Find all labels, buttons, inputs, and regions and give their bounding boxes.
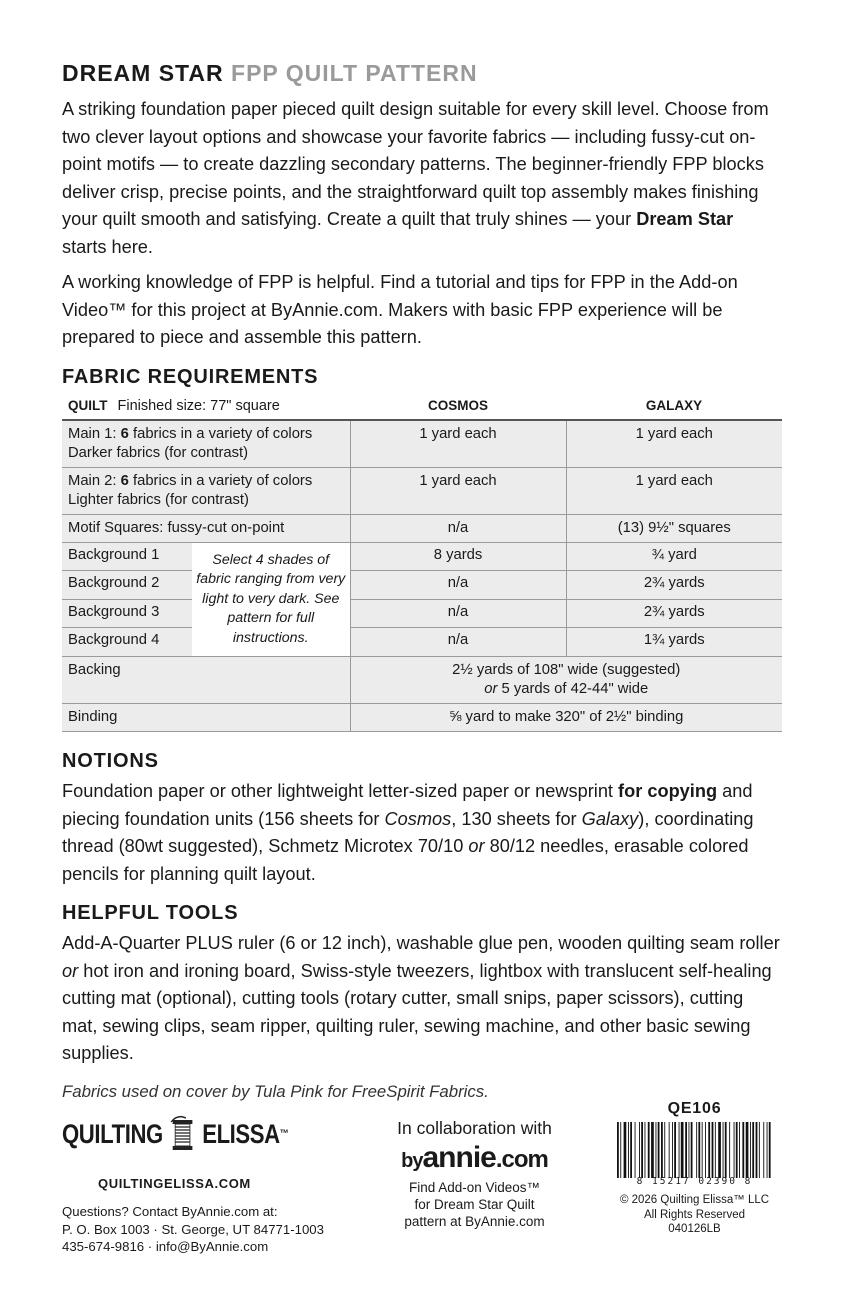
barcode-bar: [680, 1122, 683, 1178]
collaboration-block: [362, 1118, 587, 1230]
background-3-cosmos: n/a: [350, 599, 566, 628]
barcode-bar: [735, 1122, 737, 1178]
background-3-galaxy: 2¾ yards: [566, 599, 782, 628]
experience-paragraph: A working knowledge of FPP is helpful. Find a tutorial and tips for FPP in the Add-on Video™ for this project at ByAnnie.com. Makers with basic FPP experience will be prepared to piece and assemble this pattern.: [62, 272, 738, 347]
contact-line-3: 435-674-9816 · info@ByAnnie.com: [62, 1239, 269, 1254]
background-4-label: Background 4: [62, 628, 192, 657]
contact-info: [62, 1203, 362, 1256]
notions-heading: NOTIONS: [62, 750, 159, 772]
barcode-bar: [657, 1122, 659, 1178]
product-code: QE106: [667, 1100, 722, 1117]
quilting-elissa-block: [62, 1110, 362, 1256]
barcode-bar: [755, 1122, 757, 1178]
barcode-bar: [768, 1122, 770, 1178]
helpful-tools-heading: HELPFUL TOOLS: [62, 902, 239, 924]
motif-label: Motif Squares: fussy-cut on-point: [62, 514, 350, 542]
barcode-bar: [763, 1122, 764, 1178]
table-row: [62, 599, 782, 628]
background-1-galaxy: ¾ yard: [566, 542, 782, 571]
fabric-requirements-table: [62, 394, 782, 733]
barcode-bar: [729, 1122, 730, 1178]
background-4-galaxy: 1¾ yards: [566, 628, 782, 657]
barcode-bar: [705, 1122, 706, 1178]
barcode-bar: [758, 1122, 759, 1178]
barcode-bar: [661, 1122, 663, 1178]
copyright-line-2: All Rights Reserved: [644, 1208, 745, 1221]
main2-label: Main 2: 6 fabrics in a variety of colors Lighter fabrics (for contrast): [62, 467, 350, 514]
barcode-bar: [628, 1122, 629, 1178]
barcode-bar: [711, 1122, 713, 1178]
barcode-bar: [752, 1122, 754, 1178]
header-quilt-label: QUILT: [68, 397, 108, 413]
fabrics-credit: Fabrics used on cover by Tula Pink for FreeSpirit Fabrics.: [62, 1081, 489, 1101]
binding-value: ⅝ yard to make 320" of 2½" binding: [350, 704, 782, 732]
notions-paragraph: Foundation paper or other lightweight letter-sized paper or newsprint for copying and piecing foundation units (156 sheets for Cosmos, 130 sheets for Galaxy), coordinating thread (80wt suggested), Schmetz Microtex 70/10 or 80/12 needles, erasable colored pencils for planning quilt layout.: [62, 781, 754, 884]
barcode-bar: [623, 1122, 626, 1178]
table-row: [62, 704, 782, 732]
barcode-bar: [672, 1122, 673, 1178]
barcode-bar: [696, 1122, 697, 1178]
barcode-bar: [766, 1122, 767, 1178]
barcode-bar: [668, 1122, 669, 1178]
page-title: [62, 58, 782, 88]
barcode-bar: [722, 1122, 723, 1178]
background-note: Select 4 shades of fabric ranging from very light to very dark. See pattern for full instructions.: [192, 542, 350, 657]
contact-line-2: P. O. Box 1003 · St. George, UT 84771-1003: [62, 1221, 324, 1237]
main2-cosmos: 1 yard each: [350, 467, 566, 514]
main1-label: Main 1: 6 fabrics in a variety of colors Darker fabrics (for contrast): [62, 420, 350, 468]
barcode-bar: [651, 1122, 654, 1178]
contact-line-1: Questions? Contact ByAnnie.com at:: [62, 1204, 278, 1219]
intro-paragraph: [62, 96, 782, 261]
barcode-bar: [617, 1122, 619, 1178]
table-row: [62, 467, 782, 514]
barcode-bar: [688, 1122, 689, 1178]
barcode-bar: [620, 1122, 621, 1178]
product-code-block: [607, 1100, 782, 1237]
motif-galaxy: (13) 9½" squares: [566, 514, 782, 542]
main1-galaxy: 1 yard each: [566, 420, 782, 468]
barcode-bar: [714, 1122, 715, 1178]
header-galaxy: GALAXY: [566, 394, 782, 420]
header-finished-size: Finished size: 77" square: [117, 397, 280, 414]
table-row: [62, 514, 782, 542]
table-row: [62, 420, 782, 468]
collaboration-text: In collaboration with: [397, 1118, 552, 1138]
addon-line-2: for Dream Star Quilt: [414, 1197, 535, 1212]
barcode-bar: [655, 1122, 656, 1178]
copyright-line-1: © 2026 Quilting Elissa™ LLC: [619, 1194, 770, 1206]
tools-paragraph: Add-A-Quarter PLUS ruler (6 or 12 inch), washable glue pen, wooden quilting seam roller or hot iron and ironing board, Swiss-style tweezers, lightbox with translucent self-healing cutting mat (optional), cutting tools (rotary cutter, small snips, paper scissors), cutting mat, sewing clips, seam ripper, quilting ruler, sewing machine, and other basic sewing supplies.: [62, 933, 780, 1063]
addon-line-3: pattern at ByAnnie.com: [404, 1214, 545, 1229]
barcode-bar: [742, 1122, 744, 1178]
header-cosmos: COSMOS: [350, 394, 566, 420]
page-content: [62, 58, 782, 1102]
main1-cosmos: 1 yard each: [350, 420, 566, 468]
barcode-bar: [630, 1122, 632, 1178]
barcode-bar: [644, 1122, 645, 1178]
barcode-bar: [739, 1122, 740, 1178]
title-subtitle: FPP QUILT PATTERN: [231, 60, 478, 86]
footer: [62, 1100, 782, 1290]
header-quilt: [62, 394, 350, 420]
backing-label: Backing: [62, 657, 350, 704]
barcode-bar: [678, 1122, 679, 1178]
logo-text-left: QUILTING: [62, 1118, 163, 1149]
barcode-bar: [674, 1122, 676, 1178]
barcode-bar: [690, 1122, 692, 1178]
fabric-requirements-heading: FABRIC REQUIREMENTS: [62, 365, 319, 388]
barcode-bar: [639, 1122, 640, 1178]
barcode-bar: [745, 1122, 748, 1178]
website-url[interactable]: QUILTINGELISSA.COM: [98, 1176, 251, 1191]
intro-bold-title: Dream Star: [636, 209, 734, 229]
logo-text-right: ELISSA: [202, 1118, 280, 1149]
barcode-digits: 8 15217 02390 8: [636, 1176, 753, 1187]
barcode-bar: [685, 1122, 687, 1178]
backing-value: 2½ yards of 108" wide (suggested) or 5 yards of 42-44" wide: [350, 657, 782, 704]
barcode-bar: [634, 1122, 635, 1178]
barcode-bar: [701, 1122, 702, 1178]
main2-galaxy: 1 yard each: [566, 467, 782, 514]
background-2-label: Background 2: [62, 571, 192, 600]
background-4-cosmos: n/a: [350, 628, 566, 657]
barcode-bar: [647, 1122, 649, 1178]
intro-text-a: A striking foundation paper pieced quilt design suitable for every skill level. Choose from two clever layout options and showcase your favorite fabrics — including fussy-cut on-point motifs — to create dazzling secondary patterns. The beginner-friendly FPP blocks deliver crisp, precise points, and the straightforward quilt top assembly makes finishing your quilt smooth and satisfying. Create a quilt that truly shines — your: [62, 99, 769, 229]
barcode-bar: [750, 1122, 751, 1178]
barcode-bar: [733, 1122, 734, 1178]
table-header-row: [62, 394, 782, 420]
background-1-cosmos: 8 yards: [350, 542, 566, 571]
motif-cosmos: n/a: [350, 514, 566, 542]
barcode-bar: [641, 1122, 643, 1178]
barcode-bar: [718, 1122, 721, 1178]
table-row: [62, 657, 782, 704]
barcode-bar: [664, 1122, 665, 1178]
background-1-label: Background 1: [62, 542, 192, 571]
binding-label: Binding: [62, 704, 350, 732]
table-row: [62, 542, 782, 571]
intro-text-b: starts here.: [62, 236, 153, 257]
addon-video-note: [362, 1179, 587, 1230]
copyright: [607, 1193, 782, 1237]
copyright-line-3: 040126LB: [668, 1223, 721, 1235]
barcode-bar: [724, 1122, 726, 1178]
barcode-bar: [708, 1122, 710, 1178]
thread-spool-icon: [166, 1112, 199, 1156]
table-row: [62, 628, 782, 657]
byannie-logo: byannie.com: [401, 1141, 548, 1174]
background-2-galaxy: 2¾ yards: [566, 571, 782, 600]
background-2-cosmos: n/a: [350, 571, 566, 600]
table-row: [62, 571, 782, 600]
quilting-elissa-logo: [62, 1110, 308, 1158]
title-bold: DREAM STAR: [62, 60, 224, 86]
logo-trademark: ™: [279, 1128, 289, 1140]
barcode-bar: [698, 1122, 700, 1178]
background-3-label: Background 3: [62, 599, 192, 628]
barcode: [615, 1122, 775, 1178]
addon-line-1: Find Add-on Videos™: [408, 1180, 541, 1195]
